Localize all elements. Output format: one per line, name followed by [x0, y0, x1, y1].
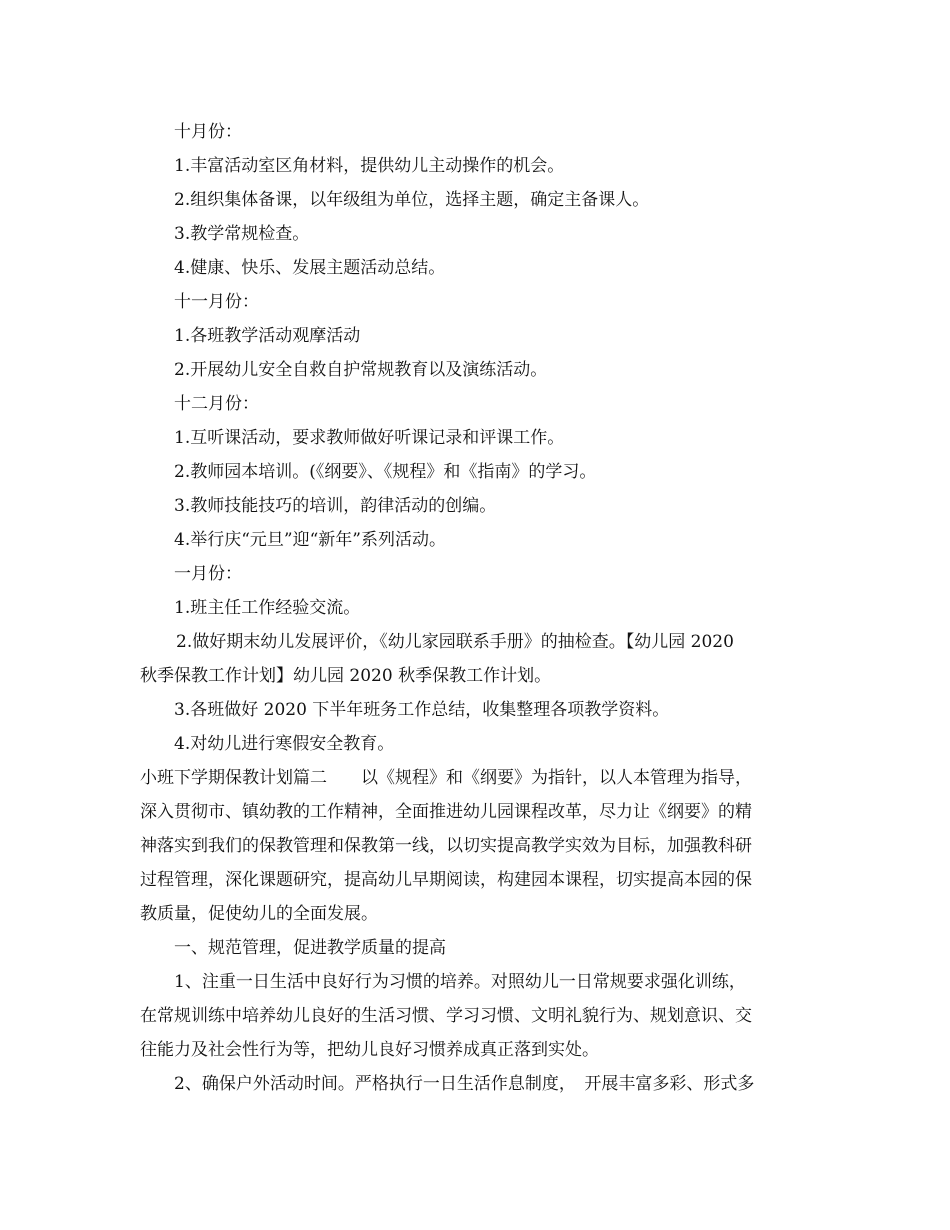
text-line: 1.各班教学活动观摩活动	[174, 326, 361, 346]
text-line: 往能力及社会性行为等，把幼儿良好习惯养成真正落到实处。	[140, 1040, 599, 1060]
text-line: 4.举行庆“元旦”迎“新年”系列活动。	[174, 530, 446, 550]
text-line: 3.教学常规检查。	[174, 224, 310, 244]
heading-october: 十月份：	[174, 122, 242, 142]
text-line: 2.教师园本培训。(《纲要》、《规程》和《指南》的学习。	[174, 462, 597, 482]
text-line: 4.健康、快乐、发展主题活动总结。	[174, 258, 446, 278]
section-intro-line: 小班下学期保教计划篇二 以《规程》和《纲要》为指针，以人本管理为指导，	[140, 768, 752, 788]
text-line: 1.互听课活动，要求教师做好听课记录和评课工作。	[174, 428, 565, 448]
text-line: 2.开展幼儿安全自救自护常规教育以及演练活动。	[174, 360, 548, 380]
text-line: 秋季保教工作计划】幼儿园 2020 秋季保教工作计划。	[140, 666, 552, 686]
text-line: 2.组织集体备课，以年级组为单位，选择主题，确定主备课人。	[174, 190, 650, 210]
text-line: 在常规训练中培养幼儿良好的生活习惯、学习习惯、文明礼貌行为、规划意识、交	[140, 1006, 752, 1026]
text-line: 2.做好期末幼儿发展评价，《幼儿家园联系手册》的抽检查。【幼儿园 2020	[176, 632, 734, 652]
text-line: 2、确保户外活动时间。严格执行一日生活作息制度， 开展丰富多彩、形式多	[174, 1074, 755, 1094]
text-line: 3.各班做好 2020 下半年班务工作总结，收集整理各项教学资料。	[174, 700, 670, 720]
heading-december: 十二月份：	[174, 394, 259, 414]
text-line: 神落实到我们的保教管理和保教第一线，以切实提高教学实效为目标，加强教科研	[140, 836, 752, 856]
text-line: 1、注重一日生活中良好行为习惯的培养。对照幼儿一日常规要求强化训练，	[174, 972, 746, 992]
section-heading: 一、规范管理，促进教学质量的提高	[174, 938, 446, 958]
heading-november: 十一月份：	[174, 292, 259, 312]
text-line: 3.教师技能技巧的培训，韵律活动的创编。	[174, 496, 497, 516]
text-line: 教质量，促使幼儿的全面发展。	[140, 904, 378, 924]
text-line: 1.班主任工作经验交流。	[174, 598, 361, 618]
text-line: 深入贯彻市、镇幼教的工作精神，全面推进幼儿园课程改革，尽力让《纲要》的精	[140, 802, 752, 822]
text-line: 4.对幼儿进行寒假安全教育。	[174, 734, 395, 754]
heading-january: 一月份：	[174, 564, 242, 584]
text-line: 1.丰富活动室区角材料，提供幼儿主动操作的机会。	[174, 156, 565, 176]
text-line: 过程管理，深化课题研究，提高幼儿早期阅读，构建园本课程，切实提高本园的保	[140, 870, 752, 890]
